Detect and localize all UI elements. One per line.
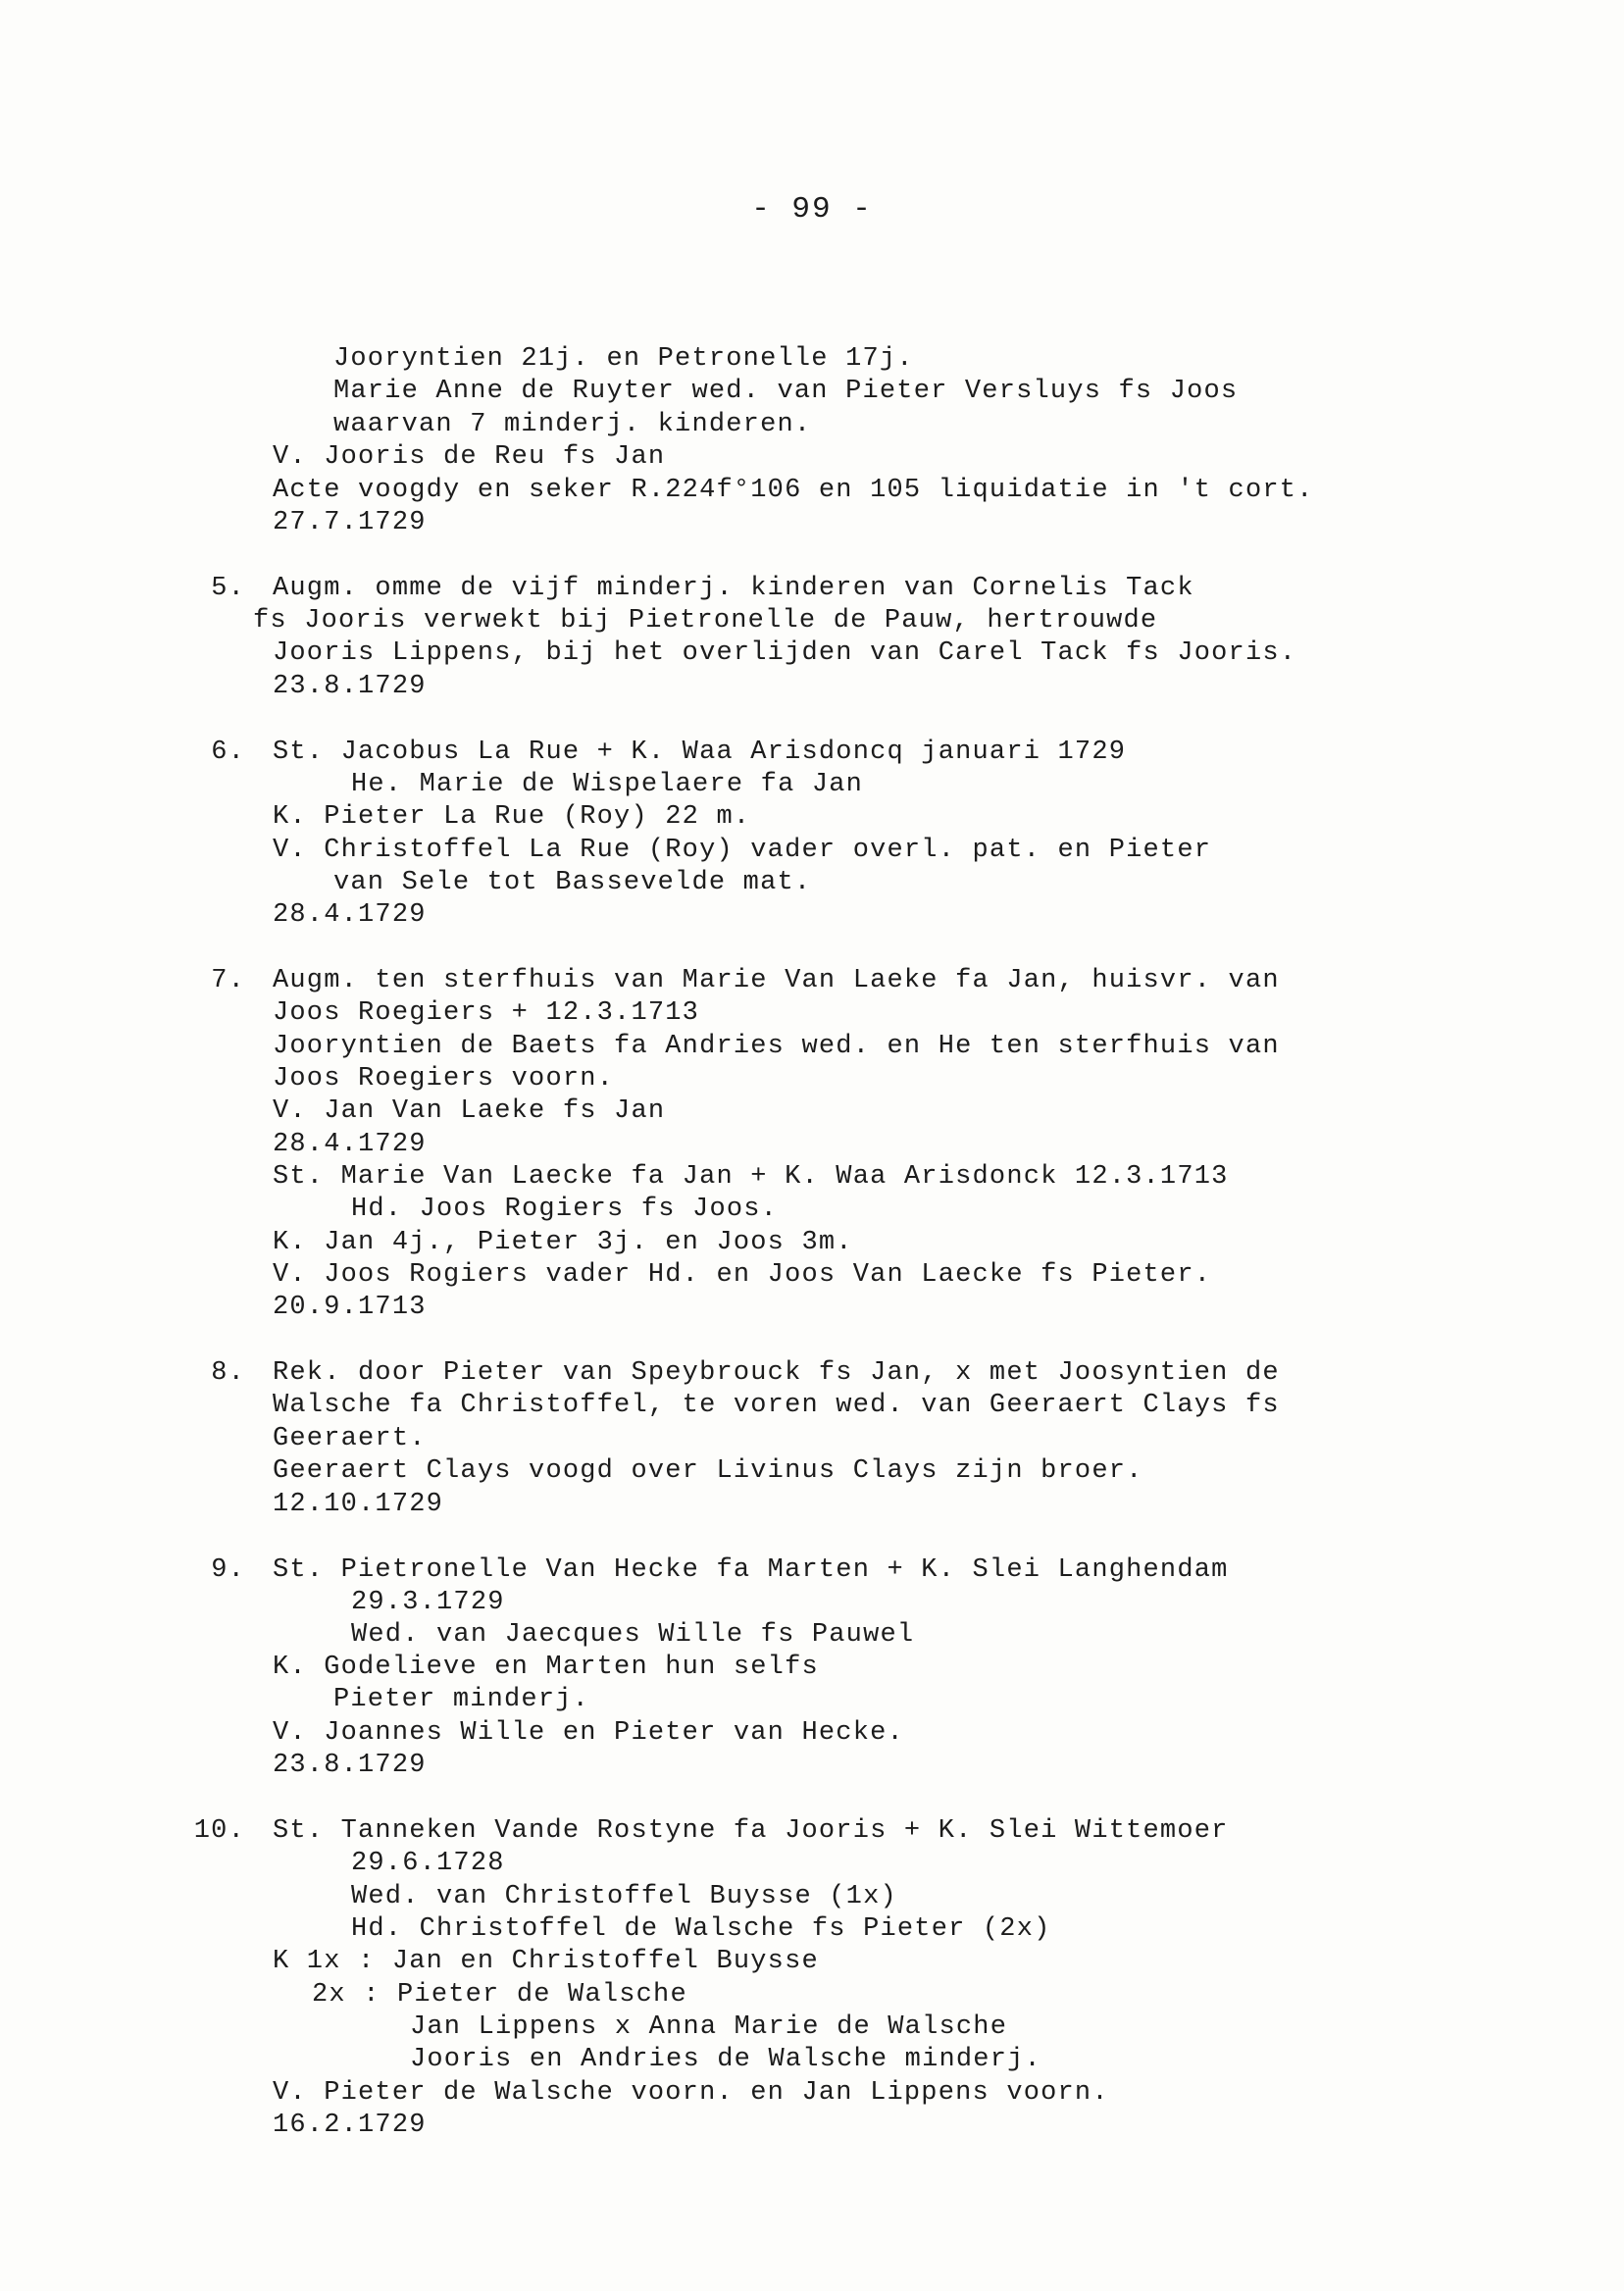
line-text: K. Pieter La Rue (Roy) 22 m. <box>273 802 751 832</box>
line-text: Jooris Lippens, bij het overlijden van Carel Tack fs Jooris. <box>273 638 1297 668</box>
line-text: 29.6.1728 <box>351 1849 505 1878</box>
line-text: Jan Lippens x Anna Marie de Walsche <box>410 2012 1008 2042</box>
line-text: Geeraert. <box>273 1424 427 1453</box>
line-text: 27.7.1729 <box>273 508 427 537</box>
line-text: St. Marie Van Laecke fa Jan + K. Waa Arisdonck 12.3.1713 <box>273 1162 1229 1192</box>
entry-number: 8. <box>211 1358 245 1388</box>
line-text: V. Pieter de Walsche voorn. en Jan Lippens voorn. <box>273 2078 1109 2108</box>
line-text: V. Jan Van Laeke fs Jan <box>273 1096 666 1126</box>
line-text: Jooris en Andries de Walsche minderj. <box>410 2045 1041 2074</box>
line-text: Walsche fa Christoffel, te voren wed. van Geeraert Clays fs <box>273 1391 1280 1420</box>
line-text: 23.8.1729 <box>273 672 427 701</box>
line-text: V. Christoffel La Rue (Roy) vader overl. pat. en Pieter <box>273 836 1212 865</box>
line-text: 20.9.1713 <box>273 1293 427 1322</box>
page-number: - 99 - <box>751 192 873 227</box>
entry-number: 7. <box>211 966 245 995</box>
line-text: K. Godelieve en Marten hun selfs <box>273 1653 819 1682</box>
line-text: 23.8.1729 <box>273 1751 427 1780</box>
line-text: Augm. ten sterfhuis van Marie Van Laeke fa Jan, huisvr. van <box>273 966 1280 995</box>
line-text: 16.2.1729 <box>273 2111 427 2140</box>
line-text: K 1x : Jan en Christoffel Buysse <box>273 1947 819 1976</box>
line-text: Geeraert Clays voogd over Livinus Clays zijn broer. <box>273 1456 1143 1486</box>
line-text: 29.3.1729 <box>351 1588 505 1617</box>
line-text: 28.4.1729 <box>273 900 427 930</box>
line-text: K. Jan 4j., Pieter 3j. en Joos 3m. <box>273 1228 853 1257</box>
line-text: Hd. Christoffel de Walsche fs Pieter (2x) <box>351 1914 1051 1944</box>
line-text: Acte voogdy en seker R.224f°106 en 105 liquidatie in 't cort. <box>273 476 1314 505</box>
line-text: fs Jooris verwekt bij Pietronelle de Pauw, hertrouwde <box>253 606 1158 636</box>
line-text: V. Joos Rogiers vader Hd. en Joos Van Laecke fs Pieter. <box>273 1260 1212 1290</box>
line-text: Hd. Joos Rogiers fs Joos. <box>351 1195 779 1224</box>
line-text: Jooryntien 21j. en Petronelle 17j. <box>333 344 914 374</box>
line-text: van Sele tot Basseveldе mat. <box>333 868 812 897</box>
line-text: Pieter minderj. <box>333 1685 590 1714</box>
line-text: Wed. van Jaecques Wille fs Pauwel <box>351 1620 915 1650</box>
line-text: V. Joannes Wille en Pieter van Hecke. <box>273 1718 904 1748</box>
line-text: 2x : Pieter de Walsche <box>312 1980 687 2010</box>
line-text: V. Jooris de Reu fs Jan <box>273 442 666 472</box>
line-text: waarvan 7 minderj. kinderen. <box>333 410 812 439</box>
line-text: Jooryntien de Baets fa Andries wed. en He ten sterfhuis van <box>273 1032 1280 1061</box>
line-text: Joos Roegiers + 12.3.1713 <box>273 998 700 1028</box>
line-text: 28.4.1729 <box>273 1130 427 1159</box>
line-text: St. Jacobus La Rue + K. Waa Arisdoncq januari 1729 <box>273 738 1127 767</box>
line-text: Rek. door Pieter van Speybrouck fs Jan, x met Joosyntien de <box>273 1358 1280 1388</box>
line-text: Marie Anne de Ruyter wed. van Pieter Versluys fs Joos <box>333 377 1239 406</box>
line-text: He. Marie de Wispelaere fa Jan <box>351 770 864 799</box>
entry-number: 9. <box>211 1555 245 1585</box>
line-text: 12.10.1729 <box>273 1490 444 1519</box>
line-text: Wed. van Christoffel Buysse (1x) <box>351 1882 897 1911</box>
line-text: Joos Roegiers voorn. <box>273 1064 615 1094</box>
line-text: St. Tanneken Vande Rostyne fa Jooris + K. Slei Wittemoer <box>273 1816 1229 1846</box>
entry-number: 10. <box>193 1816 245 1846</box>
entry-number: 5. <box>211 574 245 603</box>
entry-number: 6. <box>211 738 245 767</box>
line-text: Augm. omme de vijf minderj. kinderen van Cornelis Tack <box>273 574 1194 603</box>
line-text: St. Pietronelle Van Hecke fa Marten + K. Slei Langhendam <box>273 1555 1229 1585</box>
